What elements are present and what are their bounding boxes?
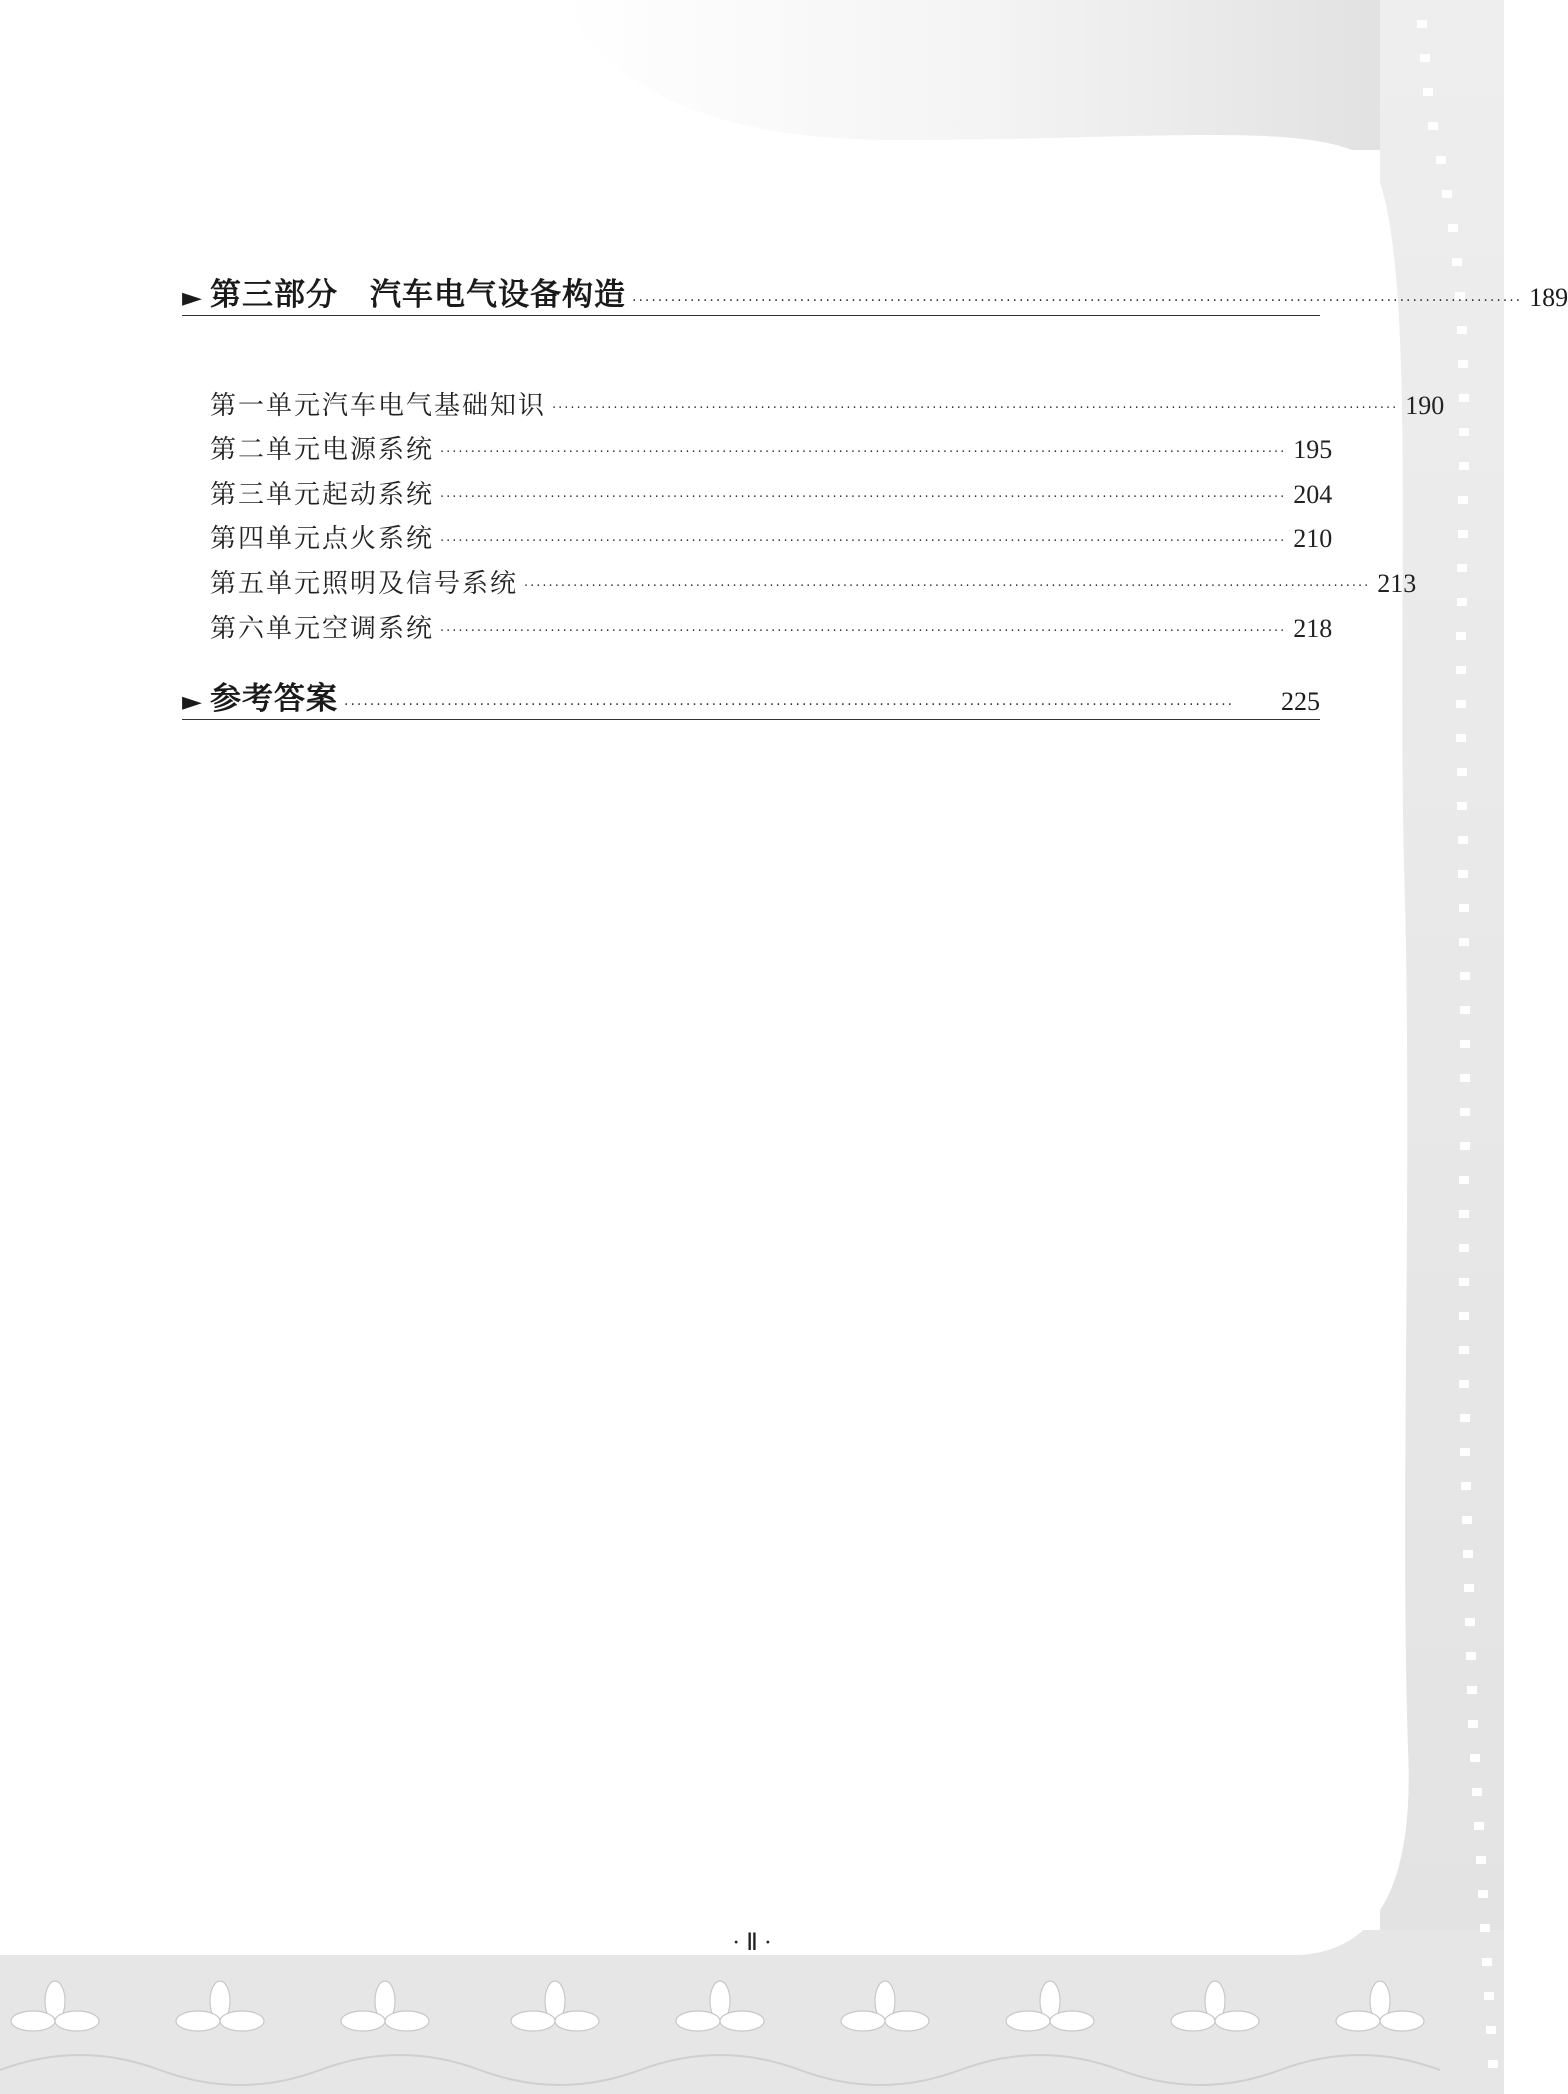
toc-unit-title: 空调系统 — [322, 613, 435, 644]
toc-unit-page: 195 — [1293, 435, 1333, 465]
toc-answers-entry[interactable] — [182, 676, 1320, 720]
toc-unit-4-entry[interactable] — [210, 508, 1333, 555]
toc-answers-title: 参考答案 — [210, 681, 338, 717]
toc-unit-title: 汽车电气基础知识 — [322, 390, 547, 421]
toc-unit-number: 第三单元 — [210, 479, 323, 510]
toc-unit-title: 电源系统 — [322, 435, 435, 466]
toc-unit-1-entry[interactable] — [210, 374, 1445, 421]
dot-leader: ·········································································································································· — [552, 400, 1399, 416]
toc-part-3-entry[interactable] — [182, 272, 1568, 316]
toc-unit-2-entry[interactable] — [210, 419, 1333, 466]
dot-leader: ·········································································································································· — [440, 623, 1287, 639]
toc-unit-number: 第四单元 — [210, 524, 323, 555]
page-number-footer: · Ⅱ · — [732, 1930, 772, 1956]
toc-unit-title: 点火系统 — [322, 524, 435, 555]
toc-unit-number: 第五单元 — [210, 568, 323, 599]
toc-unit-list — [210, 374, 1445, 644]
toc-part-3-page: 189 — [1529, 283, 1568, 312]
dot-leader: ·········································································································································· — [632, 293, 1523, 309]
toc-unit-page: 204 — [1293, 479, 1333, 509]
toc-unit-page: 190 — [1405, 390, 1445, 420]
triangle-bullet-icon: ► — [182, 283, 202, 313]
dot-leader: ·········································································································································· — [440, 445, 1287, 461]
triangle-bullet-icon: ► — [182, 687, 202, 717]
toc-unit-page: 213 — [1377, 568, 1417, 598]
toc-unit-number: 第二单元 — [210, 435, 323, 466]
dot-leader: ·········································································································································· — [524, 578, 1371, 594]
toc-part-3-title: 第三部分 汽车电气设备构造 — [210, 277, 626, 313]
toc-unit-title: 照明及信号系统 — [322, 568, 519, 599]
toc-unit-5-entry[interactable] — [210, 552, 1417, 599]
toc-unit-title: 起动系统 — [322, 479, 435, 510]
toc-unit-6-entry[interactable] — [210, 597, 1333, 644]
toc-unit-number: 第六单元 — [210, 613, 323, 644]
dot-leader: ·········································································································································· — [440, 534, 1287, 550]
dot-leader: ·········································································································································· — [440, 489, 1287, 505]
dot-leader: ·········································································································································· — [344, 697, 1235, 713]
toc-answers-page: 225 — [1281, 687, 1320, 716]
toc-unit-3-entry[interactable] — [210, 463, 1333, 510]
toc-unit-number: 第一单元 — [210, 390, 323, 421]
toc-unit-page: 218 — [1293, 613, 1333, 643]
toc-unit-page: 210 — [1293, 524, 1333, 554]
